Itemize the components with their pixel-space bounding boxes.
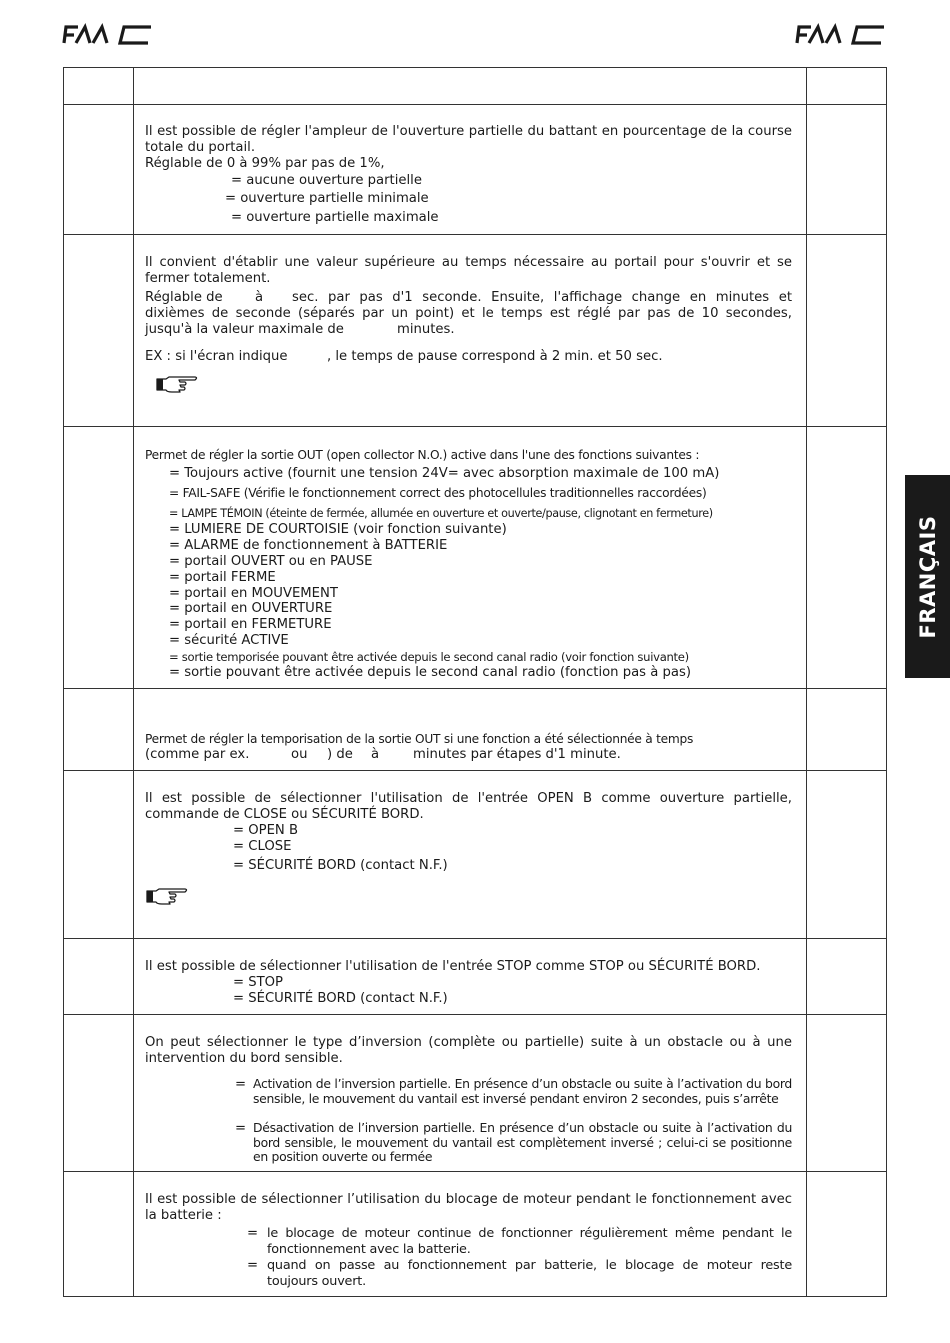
out-output-option: = LUMIERE DE COURTOISIE (voir fonction suivante) [169, 522, 507, 537]
out-timer-text: ou [291, 747, 308, 762]
out-timer-text: à [371, 747, 380, 762]
pointing-hand-icon [155, 373, 199, 395]
out-output-option: = portail en MOUVEMENT [169, 586, 338, 601]
out-output-option: = LAMPE TÉMOIN (éteinte de fermée, allumée en ouverture et ouverte/pause, clignotant en fermeture) [169, 507, 713, 520]
out-output-description: Permet de régler la sortie OUT (open collector N.O.) active dans l'une des fonctions suivantes : [145, 448, 700, 462]
out-output-option: = Toujours active (fournit une tension 24V= avec absorption maximale de 100 mA) [169, 466, 720, 481]
out-output-option: = ALARME de fonctionnement à BATTERIE [169, 538, 448, 553]
out-output-option: = portail en OUVERTURE [169, 601, 333, 616]
partial-opening-option: = ouverture partielle minimale [225, 191, 429, 206]
out-output-option: = portail OUVERT ou en PAUSE [169, 554, 373, 569]
out-timer-description: Permet de régler la temporisation de la sortie OUT si une fonction a été sélectionnée à temps [145, 732, 694, 746]
motor-lock-option-sign: = [247, 1258, 259, 1273]
work-time-range-text: sec. par pas d'1 seconde. Ensuite, l'affichage change en minutes et dixièmes de seconde (séparés par un point) et le temps est réglé par pas de 10 secondes, jusqu'à la valeur maximale de [145, 290, 792, 337]
out-output-option: = portail en FERMETURE [169, 617, 332, 632]
out-output-option: = FAIL-SAFE (Vérifie le fonctionnement correct des photocellules traditionnelles raccordées) [169, 486, 707, 500]
open-b-description: Il est possible de sélectionner l'utilisation de l'entrée OPEN B comme ouverture partielle, commande de CLOSE ou SÉCURITÉ BORD. [145, 791, 792, 822]
language-label: FRANÇAIS [915, 515, 940, 638]
work-time-range-unit: minutes. [397, 322, 455, 337]
faac-logo-left [62, 22, 154, 48]
work-time-description: Il convient d'établir une valeur supérieure au temps nécessaire au portail pour s'ouvrir et se fermer totalement. [145, 255, 792, 286]
open-b-option: = SÉCURITÉ BORD (contact N.F.) [233, 858, 448, 873]
work-time-example-label: EX : si l'écran indique [145, 349, 288, 364]
partial-opening-option: = ouverture partielle maximale [231, 210, 439, 225]
partial-opening-description: Il est possible de régler l'ampleur de l'ouverture partielle du battant en pourcentage de la course totale du portail. [145, 124, 792, 155]
inversion-option-sign: = [235, 1077, 247, 1092]
table-header-row [64, 68, 886, 105]
table-row-motor-lock [64, 1172, 886, 1296]
table-row-work-time [64, 235, 886, 427]
motor-lock-option: le blocage de moteur continue de fonctionner régulièrement même pendant le fonctionnement avec la batterie. [267, 1226, 792, 1257]
work-time-range-to: à [255, 290, 264, 305]
parameters-table [63, 67, 887, 1297]
partial-opening-range: Réglable de 0 à 99% par pas de 1%, [145, 156, 385, 171]
motor-lock-option-sign: = [247, 1226, 259, 1241]
table-row-partial-opening [64, 105, 886, 235]
out-output-option: = portail FERME [169, 570, 276, 585]
inversion-option: Désactivation de l’inversion partielle. En présence d’un obstacle ou suite à l’activation du bord sensible, le mouvement du vantail est complètement inversé ; celui-ci se positionne en position ouverte ou fermée [253, 1120, 792, 1164]
table-row-open-b [64, 771, 886, 939]
motor-lock-description: Il est possible de sélectionner l’utilisation du blocage de moteur pendant le fonctionnement avec la batterie : [145, 1192, 792, 1223]
stop-input-option: = SÉCURITÉ BORD (contact N.F.) [233, 991, 448, 1006]
stop-input-option: = STOP [233, 975, 284, 990]
table-row-stop-input [64, 939, 886, 1015]
out-timer-text: (comme par ex. [145, 747, 250, 762]
motor-lock-option: quand on passe au fonctionnement par batterie, le blocage de moteur reste toujours ouvert. [267, 1258, 792, 1289]
out-timer-text: ) de [327, 747, 353, 762]
out-output-option: = sortie pouvant être activée depuis le second canal radio (fonction pas à pas) [169, 665, 691, 680]
table-row-out-timer [64, 689, 886, 771]
faac-logo-right [795, 22, 887, 48]
inversion-description: On peut sélectionner le type d’inversion (complète ou partielle) suite à un obstacle ou à une intervention du bord sensible. [145, 1035, 792, 1066]
table-row-out-output [64, 427, 886, 689]
work-time-range-label: Réglable de [145, 290, 223, 305]
out-timer-text: minutes par étapes d'1 minute. [413, 747, 621, 762]
inversion-option: Activation de l’inversion partielle. En présence d’un obstacle ou suite à l’activation du bord sensible, le mouvement du vantail est inversé pendant environ 2 secondes, puis s’arrête [253, 1076, 792, 1106]
out-output-option: = sortie temporisée pouvant être activée depuis le second canal radio (voir fonction suivante) [169, 650, 689, 664]
open-b-option: = CLOSE [233, 839, 292, 854]
inversion-option-sign: = [235, 1121, 247, 1136]
pointing-hand-icon [145, 885, 189, 907]
work-time-example-text: , le temps de pause correspond à 2 min. et 50 sec. [327, 349, 663, 364]
out-output-option: = sécurité ACTIVE [169, 633, 289, 648]
open-b-option: = OPEN B [233, 823, 299, 838]
partial-opening-option: = aucune ouverture partielle [231, 173, 422, 188]
table-row-inversion [64, 1015, 886, 1172]
stop-input-description: Il est possible de sélectionner l'utilisation de l'entrée STOP comme STOP ou SÉCURITÉ BORD. [145, 959, 761, 974]
language-side-tab [905, 475, 950, 678]
